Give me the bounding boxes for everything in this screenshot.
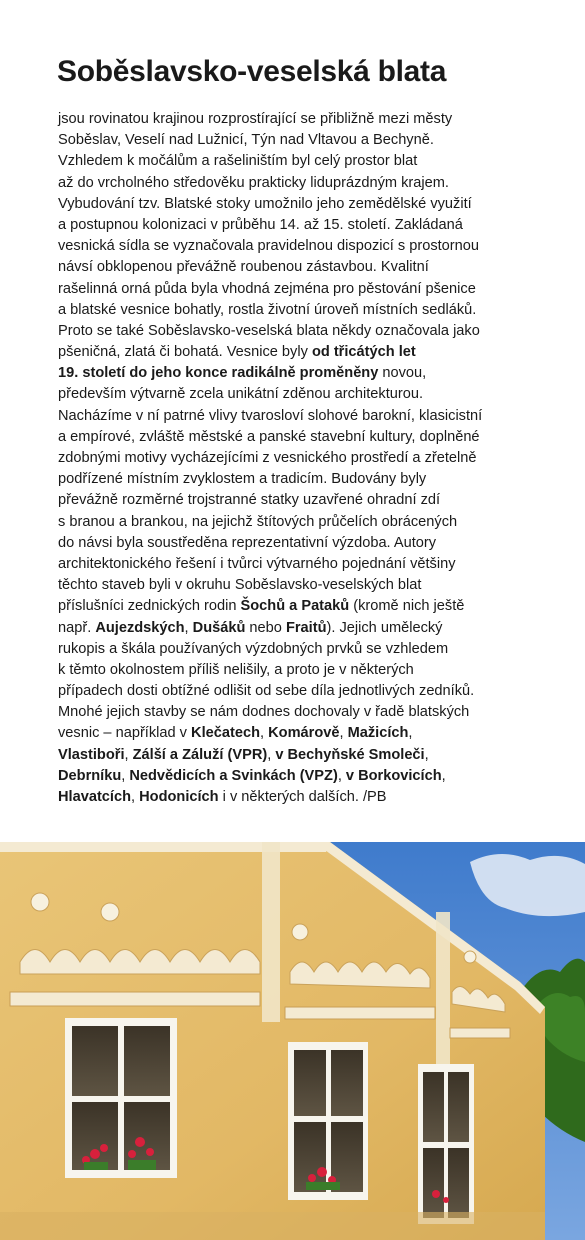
body-line (58, 787, 528, 808)
body-text-segment: vesnická sídla se vyznačovala pravidelnou dispozicí s prostornou (58, 238, 480, 255)
body-line (58, 257, 528, 278)
body-text-segment: Soběslav, Veselí nad Lužnicí, Týn nad Vltavou a Bechyně. (58, 132, 434, 149)
body-text-segment: architektonického řešení i tvůrci výtvarného pojednání většiny (58, 555, 456, 572)
body-text-segment: , (267, 746, 276, 763)
body-text-segment: podřízené místním zvyklostem a tradicím. Budovány byly (58, 471, 427, 488)
body-line (58, 236, 528, 257)
body-line (58, 681, 528, 702)
body-text-segment: příslušníci zednických rodin (58, 598, 241, 615)
body-line (58, 766, 528, 787)
body-bold-text: Komárově (268, 725, 340, 742)
body-line (58, 745, 528, 766)
body-text-segment: nebo (245, 619, 286, 636)
body-line (58, 512, 528, 533)
body-text-segment: Vybudování tzv. Blatské stoky umožnilo jeho zemědělské využití (58, 195, 472, 212)
body-bold-text: Šochů a Pataků (240, 598, 350, 615)
body-bold-text: Aujezdských (95, 619, 185, 636)
body-text-segment: návsí obklopenou převážně roubenou zástavbou. Kvalitní (58, 259, 429, 276)
body-line (58, 554, 528, 575)
body-text-segment: k těmto okolnostem příliš nelišily, a proto je v některých (58, 661, 414, 678)
body-text-segment: Mnohé jejich stavby se nám dodnes dochovaly v řadě blatských (58, 704, 470, 721)
body-line (58, 639, 528, 660)
body-text-segment: , (124, 746, 133, 763)
body-bold-text: 19. století do jeho konce radikálně proměněny (58, 365, 379, 382)
body-bold-text: Mažicích (347, 725, 409, 742)
body-text-segment: ). Jejich umělecký (326, 619, 443, 636)
farmhouse-photo (0, 842, 585, 1240)
body-text-segment: a postupnou kolonizaci v průběhu 14. až 15. století. Zakládaná (58, 216, 463, 233)
body-text-segment: , (260, 725, 269, 742)
body-line (58, 384, 528, 405)
body-text-segment: , (339, 725, 348, 742)
body-line (58, 215, 528, 236)
body-line (58, 321, 528, 342)
body-line (58, 660, 528, 681)
body-text-segment: , (408, 725, 413, 742)
body-text-segment: především výtvarně zcela unikátní zděnou architekturou. (58, 386, 424, 403)
body-line (58, 151, 528, 172)
body-text-segment: do návsi byla soustředěna reprezentativní výzdoba. Autory (58, 534, 437, 551)
article-title: Soběslavsko-veselská blata (57, 55, 447, 88)
body-text-segment: i v některých dalších. /PB (218, 789, 387, 805)
body-bold-text: Nedvědicích a Svinkách (VPZ) (129, 767, 338, 784)
body-text-segment: a empírové, zvláště městské a panské stavební kultury, doplněné (58, 428, 480, 445)
body-line (58, 363, 528, 384)
body-line (58, 109, 528, 130)
body-text-segment: , (337, 767, 346, 784)
body-text-segment: případech dosti obtížné odlišit od sebe díla jednotlivých zedníků. (58, 683, 475, 700)
body-text-segment: , (184, 619, 193, 636)
body-bold-text: Klečatech (191, 725, 260, 742)
body-text-segment: , (424, 746, 429, 763)
article-body (58, 109, 528, 808)
body-line (58, 723, 528, 744)
body-text-segment: Vzhledem k močálům a rašeliništím byl celý prostor blat (58, 153, 418, 170)
body-text-segment: vesnic – například v (58, 725, 192, 742)
body-text-segment: jsou rovinatou krajinou rozprostírající se přibližně mezi městy (58, 111, 453, 127)
body-line (58, 448, 528, 469)
body-bold-text: v Bechyňské Smoleči (275, 746, 425, 763)
body-bold-text: Zálší a Záluží (VPR) (132, 746, 268, 763)
body-text-segment: rašelinná orná půda byla vhodná zejména pro pěstování pšenice (58, 280, 476, 297)
body-bold-text: Hodonicích (139, 789, 219, 805)
body-text-segment: zdobnými motivy vycházejícími z vesnického prostředí a zřetelně (58, 450, 477, 466)
body-text-segment: převážně rozměrné trojstranné statky uzavřené ohradní zdí (58, 492, 441, 509)
body-line (58, 406, 528, 427)
body-bold-text: Dušáků (192, 619, 246, 636)
body-line (58, 173, 528, 194)
body-text-segment: pšeničná, zlatá či bohatá. Vesnice byly (58, 344, 312, 361)
body-text-segment: novou, (378, 365, 427, 382)
body-bold-text: Debrníku (58, 767, 122, 784)
body-line (58, 300, 528, 321)
body-bold-text: Hlavatcích (58, 789, 132, 805)
body-line (58, 575, 528, 596)
body-line (58, 618, 528, 639)
body-text-segment: např. (58, 619, 96, 636)
body-line (58, 279, 528, 300)
body-text-segment: , (131, 789, 140, 805)
body-line (58, 596, 528, 617)
body-text-segment: , (441, 767, 446, 784)
body-line (58, 130, 528, 151)
body-line (58, 533, 528, 554)
body-text-segment: až do vrcholného středověku prakticky liduprázdným krajem. (58, 174, 449, 191)
body-text-segment: (kromě nich ještě (349, 598, 465, 615)
body-line (58, 469, 528, 490)
body-line (58, 194, 528, 215)
body-text-segment: Nacházíme v ní patrné vlivy tvarosloví slohové barokní, klasicistní (58, 407, 483, 424)
body-bold-text: Fraitů (285, 619, 327, 636)
body-bold-text: Vlastiboři (58, 746, 125, 763)
body-text-segment: rukopis a škála používaných výzdobných prvků se vzhledem (58, 640, 449, 657)
body-bold-text: od třicátých let (311, 344, 416, 361)
body-line (58, 342, 528, 363)
body-line (58, 427, 528, 448)
body-text-segment: s branou a brankou, na jejichž štítových průčelích obrácených (58, 513, 458, 530)
body-text-segment: a blatské vesnice bohatly, rostla životní úroveň místních sedláků. (58, 301, 477, 318)
body-text-segment: , (121, 767, 130, 784)
body-line (58, 702, 528, 723)
body-text-segment: Proto se také Soběslavsko-veselská blata někdy označovala jako (58, 322, 480, 339)
body-bold-text: v Borkovicích (345, 767, 442, 784)
body-text-segment: těchto staveb byli v okruhu Soběslavsko-veselských blat (58, 577, 422, 594)
body-line (58, 490, 528, 511)
